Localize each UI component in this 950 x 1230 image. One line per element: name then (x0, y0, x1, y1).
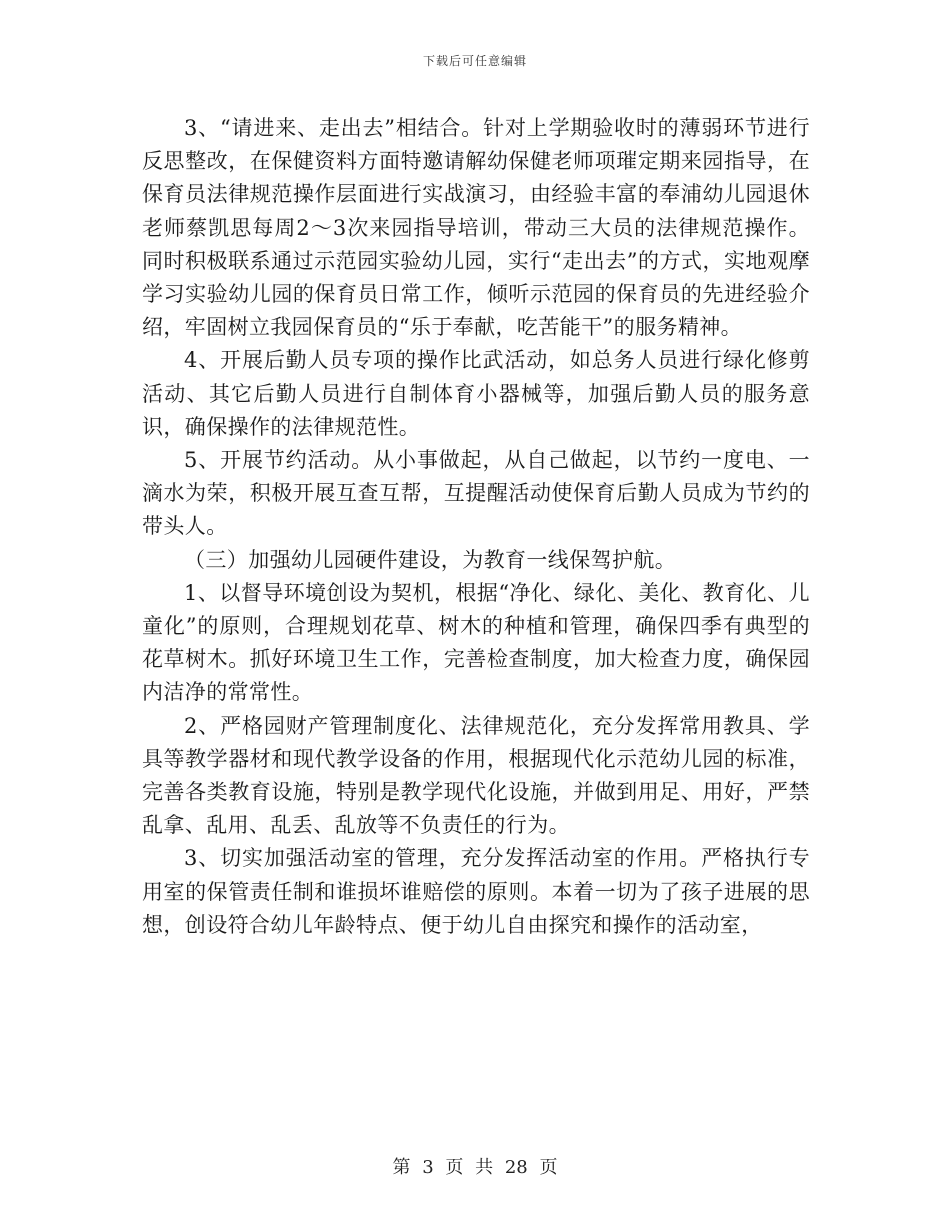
page-header: 下载后可任意编辑 (422, 54, 527, 68)
document-body (142, 112, 810, 942)
paragraph-item-2-property: 2、严格园财产管理制度化、法律规范化，充分发挥常用教具、学具等教学器材和现代教学设备的作用，根据现代化示范幼儿园的标准，完善各类教育设施，特别是教学现代化设施，并做到用足、用好，严禁乱拿、乱用、乱丢、乱放等不负责任的行为。 (142, 713, 810, 838)
paragraph-item-3-activity-room: 3、切实加强活动室的管理，充分发挥活动室的作用。严格执行专用室的保管责任制和谁损坏谁赔偿的原则。本着一切为了孩子进展的思想，创设符合幼儿年龄特点、便于幼儿自由探究和操作的活动室， (142, 846, 810, 937)
paragraph-item-5-saving: 5、开展节约活动。从小事做起，从自己做起，以节约一度电、一滴水为荣，积极开展互查互帮，互提醒活动使保育后勤人员成为节约的带头人。 (142, 448, 810, 539)
section-heading-hardware: （三）加强幼儿园硬件建设，为教育一线保驾护航。 (184, 547, 677, 572)
paragraph-item-4-competition: 4、开展后勤人员专项的操作比武活动，如总务人员进行绿化修剪活动、其它后勤人员进行自制体育小器械等，加强后勤人员的服务意识，确保操作的法律规范性。 (142, 348, 810, 439)
page-number: 第 3 页 共 28 页 (392, 1157, 558, 1178)
paragraph-item-1-environment: 1、以督导环境创设为契机，根据“净化、绿化、美化、教育化、儿童化”的原则，合理规划花草、树木的种植和管理，确保四季有典型的花草树木。抓好环境卫生工作，完善检查制度，加大检查力度，确保园内洁净的常常性。 (142, 580, 810, 705)
paragraph-item-3-invite: 3、“请进来、走出去”相结合。针对上学期验收时的薄弱环节进行反思整改，在保健资料方面特邀请解幼保健老师项璀定期来园指导，在保育员法律规范操作层面进行实战演习，由经验丰富的奉浦幼儿园退休老师蔡凯思每周2～3次来园指导培训，带动三大员的法律规范操作。同时积极联系通过示范园实验幼儿园，实行“走出去”的方式，实地观摩学习实验幼儿园的保育员日常工作，倾听示范园的保育员的先进经验介绍，牢固树立我园保育员的“乐于奉献，吃苦能干”的服务精神。 (142, 116, 810, 340)
